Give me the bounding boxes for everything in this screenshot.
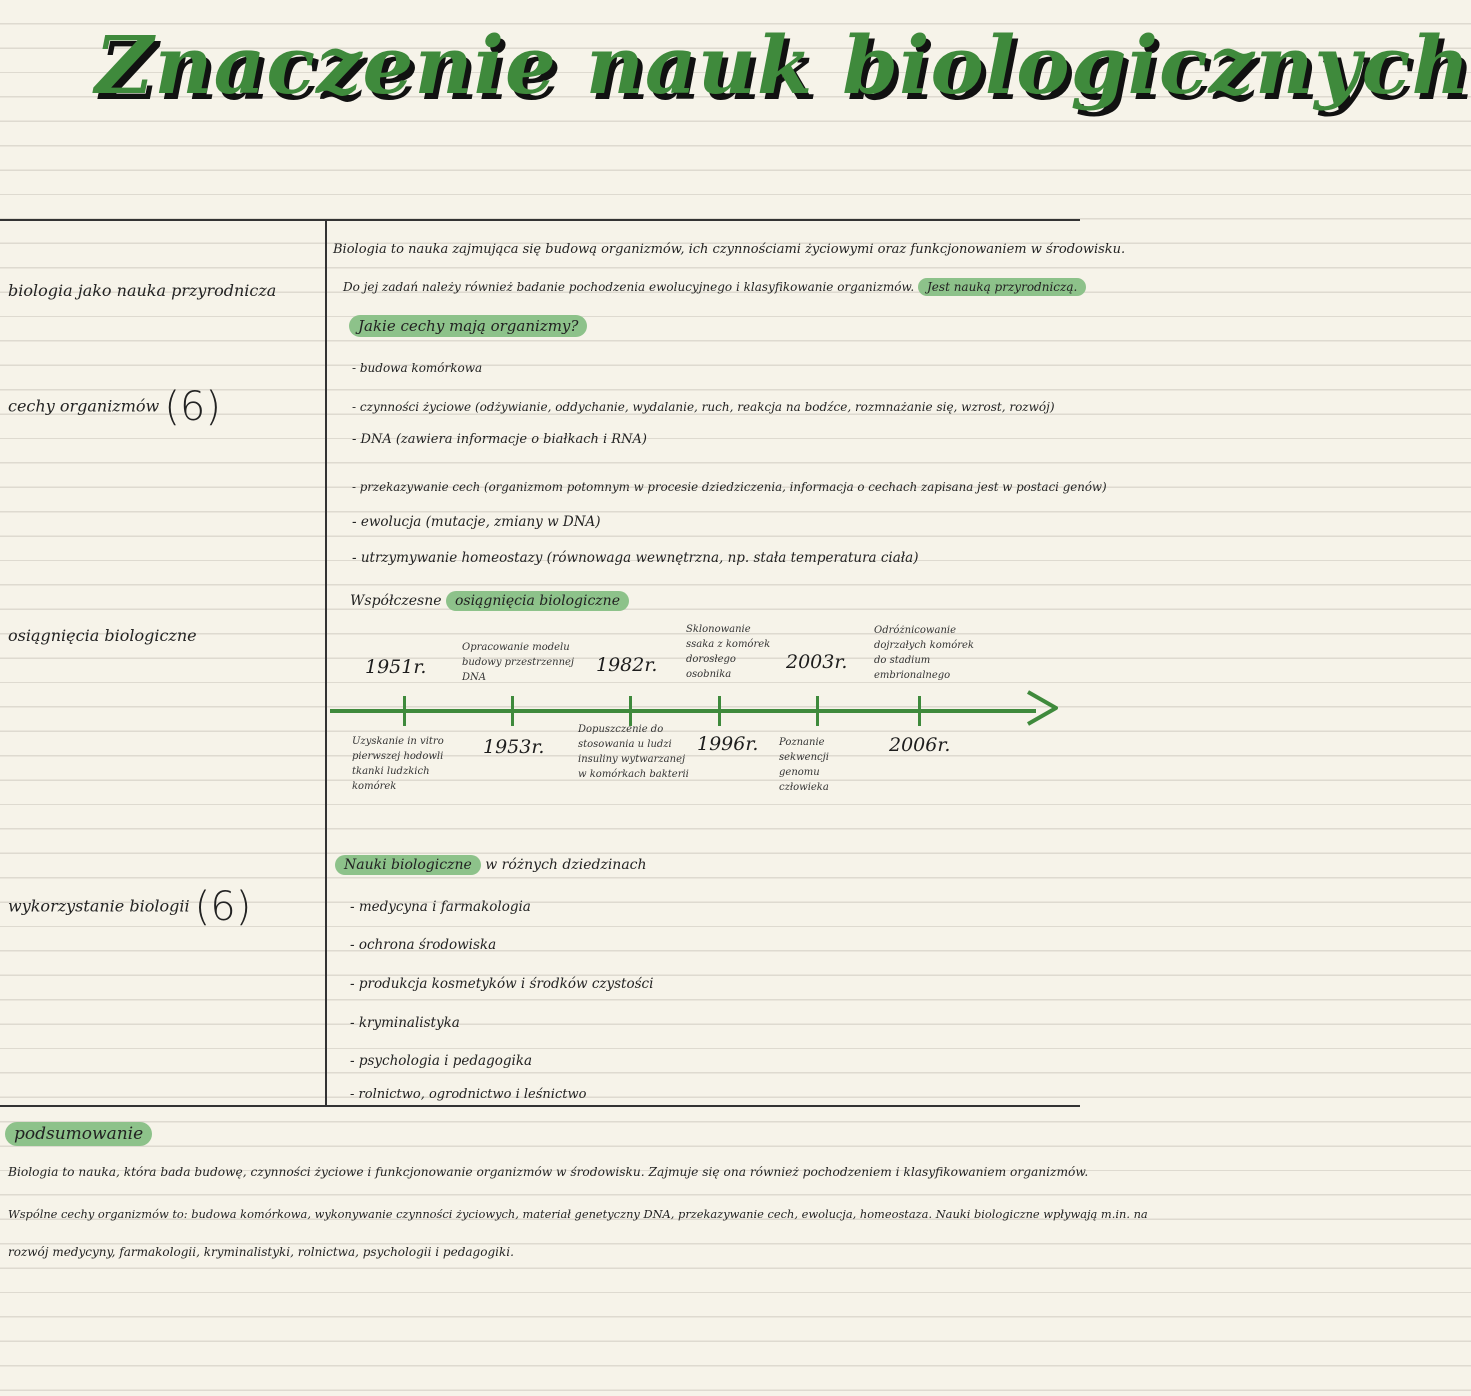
- achievements-heading-text: Współczesne: [350, 593, 442, 609]
- summary-label: [5, 1124, 152, 1144]
- use-item: - kryminalistyka: [350, 1015, 460, 1031]
- timeline-tick: [511, 696, 514, 726]
- timeline-year: 1982r.: [596, 654, 658, 676]
- use-item: - medycyna i farmakologia: [350, 899, 531, 915]
- section-label-traits-text: cechy organizmów: [8, 396, 160, 416]
- uses-heading: [335, 857, 647, 873]
- timeline-tick: [403, 696, 406, 726]
- uses-count: (6): [194, 884, 252, 930]
- trait-item: - utrzymywanie homeostazy (równowaga wewnętrzna, np. stała temperatura ciała): [352, 550, 919, 566]
- trait-item: - ewolucja (mutacje, zmiany w DNA): [352, 514, 601, 530]
- trait-item: - przekazywanie cech (organizmom potomnym w procesie dziedziczenia, informacja o cechach zapisana jest w postaci genów): [352, 480, 1107, 494]
- timeline-desc: Opracowanie modelu budowy przestrzennej DNA: [462, 642, 575, 683]
- summary-line-1: Biologia to nauka, która bada budowę, czynności życiowe i funkcjonowanie organizmów w środowisku. Zajmuje się ona również pochodzeniem i klasyfikowaniem organizmów.: [8, 1165, 1089, 1179]
- timeline-tick: [918, 696, 921, 726]
- timeline-desc: Uzyskanie in vitro pierwszej hodowli tkanki ludzkich komórek: [352, 736, 444, 792]
- trait-item: - DNA (zawiera informacje o białkach i RNA): [352, 432, 647, 447]
- timeline-tick: [718, 696, 721, 726]
- timeline-year: 1996r.: [697, 733, 759, 755]
- traits-heading-highlight: Jakie cechy mają organizmy?: [349, 315, 587, 337]
- timeline-desc: Sklonowanie ssaka z komórek dorosłego osobnika: [686, 624, 771, 680]
- timeline-year: 1953r.: [483, 736, 545, 758]
- section-label-uses-text: wykorzystanie biologii: [8, 896, 190, 916]
- uses-heading-text: w różnych dziedzinach: [485, 857, 647, 873]
- top-divider: [0, 219, 1080, 221]
- achievements-heading: [350, 593, 629, 609]
- page-title: Znaczenie nauk biologicznych: [95, 18, 1471, 112]
- summary-label-highlight: podsumowanie: [5, 1122, 152, 1146]
- timeline-year: 1951r.: [365, 656, 427, 678]
- timeline-desc: Poznanie sekwencji genomu człowieka: [779, 737, 829, 793]
- timeline-arrow-icon: [1022, 688, 1062, 728]
- use-item: - rolnictwo, ogrodnictwo i leśnictwo: [350, 1087, 587, 1102]
- bottom-divider: [0, 1105, 1080, 1107]
- traits-heading: [349, 317, 587, 335]
- uses-heading-highlight: Nauki biologiczne: [335, 855, 481, 875]
- timeline-year: 2006r.: [889, 734, 951, 756]
- timeline-year: 2003r.: [786, 651, 848, 673]
- use-item: - psychologia i pedagogika: [350, 1053, 533, 1069]
- section-label-achievements: osiągnięcia biologiczne: [8, 626, 197, 645]
- timeline-desc: Odróżnicowanie dojrzałych komórek do stadium embrionalnego: [874, 625, 974, 681]
- section-label-biology: biologia jako nauka przyrodnicza: [8, 281, 277, 300]
- use-item: - ochrona środowiska: [350, 937, 497, 953]
- summary-line-3: rozwój medycyny, farmakologii, kryminalistyki, rolnictwa, psychologii i pedagogiki.: [8, 1245, 514, 1259]
- achievements-heading-highlight: osiągnięcia biologiczne: [446, 591, 629, 611]
- timeline-tick: [816, 696, 819, 726]
- section-label-traits: [8, 384, 221, 430]
- column-divider: [325, 219, 327, 1105]
- intro-line-1: Biologia to nauka zajmująca się budową organizmów, ich czynnościami życiowymi oraz funkcjonowaniem w środowisku.: [333, 242, 1126, 257]
- section-label-uses: [8, 884, 251, 930]
- summary-line-2: Wspólne cechy organizmów to: budowa komórkowa, wykonywanie czynności życiowych, materiał genetyczny DNA, przekazywanie cech, ewolucja, homeostaza. Nauki biologiczne wpływają m.in. na: [8, 1207, 1148, 1221]
- trait-item: - czynności życiowe (odżywianie, oddychanie, wydalanie, ruch, reakcja na bodźce, rozmnażanie się, wzrost, rozwój): [352, 400, 1055, 414]
- intro-line-2-highlight: Jest nauką przyrodniczą.: [918, 278, 1086, 296]
- trait-item: - budowa komórkowa: [352, 361, 483, 375]
- use-item: - produkcja kosmetyków i środków czystości: [350, 976, 654, 992]
- timeline-desc: Dopuszczenie do stosowania u ludzi insuliny wytwarzanej w komórkach bakterii: [578, 724, 689, 780]
- intro-line-2: [343, 280, 1086, 294]
- intro-line-2-text: Do jej zadań należy również badanie pochodzenia ewolucyjnego i klasyfikowanie organizmów.: [343, 280, 915, 294]
- timeline-axis: [330, 709, 1036, 713]
- traits-count: (6): [164, 384, 221, 430]
